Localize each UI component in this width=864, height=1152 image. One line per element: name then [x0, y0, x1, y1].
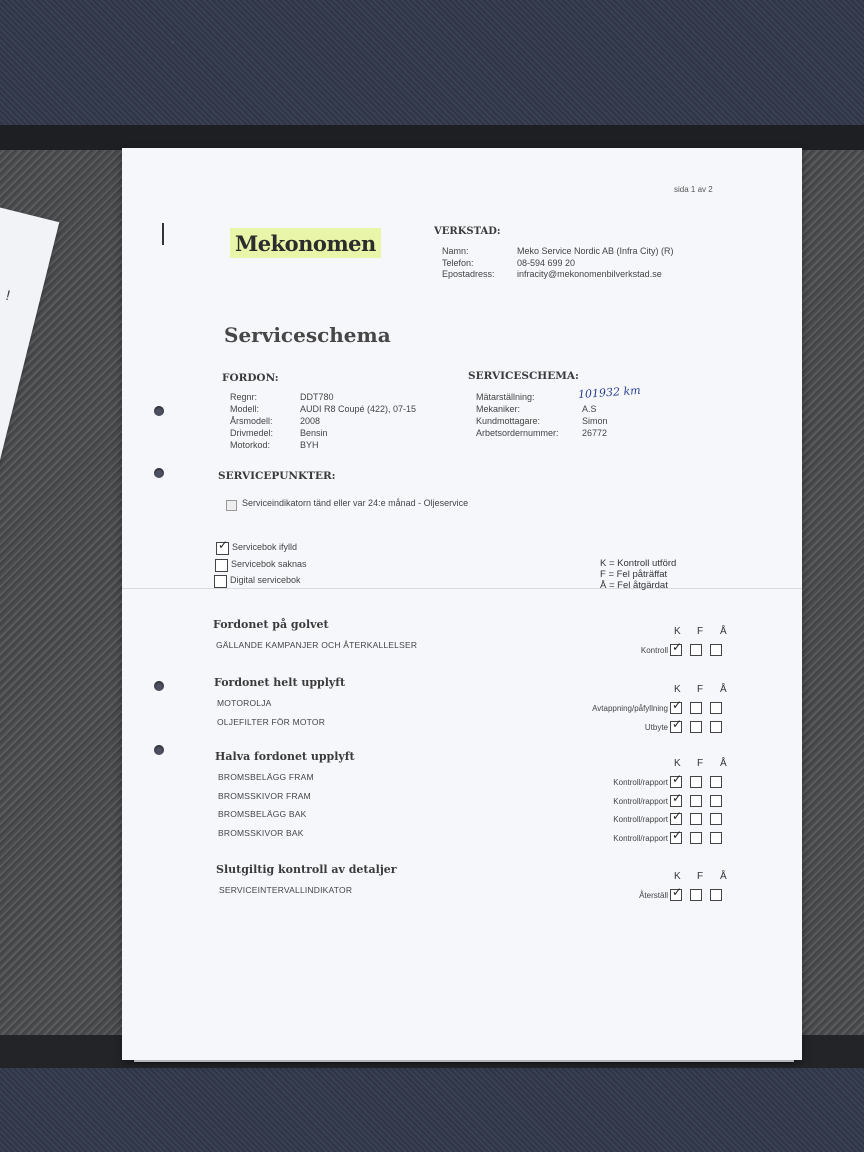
paper-fold: [122, 588, 802, 589]
legend-item: F = Fel påträffat: [600, 569, 668, 580]
verkstad-value: 08-594 699 20: [517, 257, 576, 268]
servicebok-checkbox[interactable]: [214, 575, 227, 588]
column-header-k: K: [674, 758, 681, 769]
fordon-label: Modell:: [230, 404, 260, 414]
carpet-top: [0, 0, 864, 140]
checklist-checkbox-k[interactable]: [670, 827, 683, 844]
serviceschema-value: A.S: [582, 404, 597, 414]
punch-hole: [154, 745, 164, 755]
pen-mark: [162, 223, 164, 245]
checklist-checkbox-f[interactable]: [690, 889, 702, 901]
checklist-checkbox-f[interactable]: [690, 702, 702, 714]
verkstad-label: Namn:: [442, 246, 469, 256]
serviceschema-label: Kundmottagare:: [476, 416, 541, 426]
checklist-checkbox-a[interactable]: [710, 813, 722, 825]
check-mark-icon: ✓: [672, 716, 683, 731]
serviceschema-heading: SERVICESCHEMA:: [468, 370, 579, 382]
checklist-item: BROMSSKIVOR FRAM: [218, 790, 311, 801]
punch-hole: [154, 406, 164, 416]
service-document: [122, 148, 802, 1060]
verkstad-label: Epostadress:: [442, 269, 495, 279]
page-number: sida 1 av 2: [674, 185, 713, 194]
check-mark-icon: ✓: [672, 790, 683, 805]
checklist-item: BROMSBELÄGG FRAM: [218, 772, 314, 782]
checklist-checkbox-a[interactable]: [710, 832, 722, 844]
document-icon: [226, 500, 237, 511]
check-mark-icon: ✓: [672, 772, 683, 786]
checklist-checkbox-a[interactable]: [710, 721, 722, 733]
column-header-f: F: [697, 626, 704, 637]
checklist-checkbox-k[interactable]: [670, 640, 683, 656]
column-header-a: Å: [720, 684, 727, 695]
fordon-label: Regnr:: [230, 392, 258, 402]
punch-hole: [154, 681, 164, 691]
checklist-action: Avtappning/påfyllning: [592, 704, 668, 713]
checklist-checkbox-a[interactable]: [710, 702, 722, 714]
fordon-label: Drivmedel:: [230, 428, 274, 438]
legend-item: Å = Fel åtgärdat: [600, 580, 668, 591]
column-header-f: F: [697, 684, 704, 695]
servicepunkt-item: Serviceindikatorn tänd eller var 24:e månad - Oljeservice: [242, 498, 469, 508]
servicebok-label: Servicebok ifylld: [232, 542, 298, 552]
column-header-f: F: [697, 758, 704, 769]
fordon-value: DDT780: [300, 392, 334, 402]
checklist-action: Kontroll: [640, 646, 668, 655]
group-heading: Halva fordonet upplyft: [215, 750, 355, 763]
check-mark-icon: ✓: [672, 827, 683, 842]
checklist-checkbox-f[interactable]: [690, 776, 702, 788]
serviceschema-label: Mekaniker:: [476, 404, 521, 414]
checklist-item: BROMSBELÄGG BAK: [218, 809, 307, 819]
checklist-checkbox-a[interactable]: [710, 644, 722, 656]
checklist-action: Kontroll/rapport: [613, 833, 668, 843]
checklist-checkbox-k[interactable]: [670, 809, 683, 825]
fordon-value: Bensin: [300, 428, 328, 438]
servicebok-label: Digital servicebok: [230, 575, 301, 585]
side-paper-mark: !: [4, 286, 12, 304]
checklist-action: Kontroll/rapport: [613, 778, 668, 787]
column-header-a: Å: [720, 871, 727, 882]
servicepunkter-heading: SERVICEPUNKTER:: [218, 470, 336, 482]
checklist-checkbox-k[interactable]: [670, 790, 683, 807]
fordon-value: 2008: [300, 416, 321, 426]
serviceschema-label: Mätarställning:: [476, 392, 535, 402]
column-header-k: K: [674, 684, 681, 695]
checklist-checkbox-a[interactable]: [710, 776, 722, 788]
checklist-checkbox-k[interactable]: [670, 716, 683, 733]
fordon-label: Motorkod:: [230, 440, 271, 450]
checklist-item: BROMSSKIVOR BAK: [218, 827, 304, 838]
column-header-k: K: [674, 871, 681, 882]
checklist-checkbox-f[interactable]: [690, 721, 702, 733]
servicebok-checkbox[interactable]: [215, 559, 228, 572]
checklist-action: Utbyte: [644, 722, 668, 732]
serviceschema-value: 26772: [582, 428, 608, 438]
carpet-bottom: [0, 1068, 864, 1152]
checklist-checkbox-f[interactable]: [690, 644, 702, 656]
verkstad-value: infracity@mekonomenbilverkstad.se: [517, 269, 662, 279]
checklist-checkbox-k[interactable]: [670, 885, 683, 901]
check-mark-icon: ✓: [218, 538, 229, 552]
fordon-value: AUDI R8 Coupé (422), 07-15: [300, 404, 417, 414]
checklist-action: Kontroll/rapport: [613, 796, 668, 806]
punch-hole: [154, 468, 164, 478]
checklist-item: OLJEFILTER FÖR MOTOR: [217, 716, 326, 727]
checklist-checkbox-a[interactable]: [710, 889, 722, 901]
check-mark-icon: ✓: [672, 885, 683, 899]
handwritten-mileage: 101932 km: [577, 383, 641, 402]
verkstad-value: Meko Service Nordic AB (Infra City) (R): [517, 246, 674, 256]
column-header-f: F: [697, 871, 704, 882]
verkstad-label: Telefon:: [442, 257, 474, 268]
servicebok-label: Servicebok saknas: [231, 558, 307, 569]
checklist-action: Återställ: [639, 891, 668, 900]
checklist-checkbox-k[interactable]: [670, 698, 683, 714]
verkstad-heading: VERKSTAD:: [434, 226, 501, 237]
column-header-k: K: [674, 626, 681, 637]
mekonomen-logo: Mekonomen: [230, 228, 381, 258]
column-header-a: Å: [720, 758, 727, 769]
serviceschema-label: Arbetsordernummer:: [476, 428, 559, 438]
fordon-heading: FORDON:: [222, 372, 279, 384]
checklist-action: Kontroll/rapport: [613, 815, 668, 824]
group-heading: Fordonet på golvet: [213, 618, 329, 631]
checklist-checkbox-k[interactable]: [670, 772, 683, 788]
checklist-item: SERVICEINTERVALLINDIKATOR: [219, 885, 353, 895]
column-header-a: Å: [720, 626, 727, 637]
checklist-checkbox-f[interactable]: [690, 832, 702, 844]
check-mark-icon: ✓: [672, 698, 683, 712]
servicebok-checkbox[interactable]: [216, 538, 229, 555]
checklist-checkbox-f[interactable]: [690, 795, 702, 807]
fordon-label: Årsmodell:: [230, 416, 273, 426]
group-heading: Fordonet helt upplyft: [214, 676, 346, 689]
check-mark-icon: ✓: [672, 640, 683, 654]
fordon-value: BYH: [300, 440, 319, 450]
check-mark-icon: ✓: [672, 809, 683, 823]
checklist-checkbox-a[interactable]: [710, 795, 722, 807]
group-heading: Slutgiltig kontroll av detaljer: [216, 863, 397, 876]
checklist-checkbox-f[interactable]: [690, 813, 702, 825]
checklist-item: MOTOROLJA: [217, 698, 272, 708]
legend-item: K = Kontroll utförd: [600, 558, 677, 569]
serviceschema-value: Simon: [582, 416, 608, 426]
checklist-item: GÄLLANDE KAMPANJER OCH ÅTERKALLELSER: [216, 640, 418, 650]
page-title: Serviceschema: [224, 323, 391, 347]
